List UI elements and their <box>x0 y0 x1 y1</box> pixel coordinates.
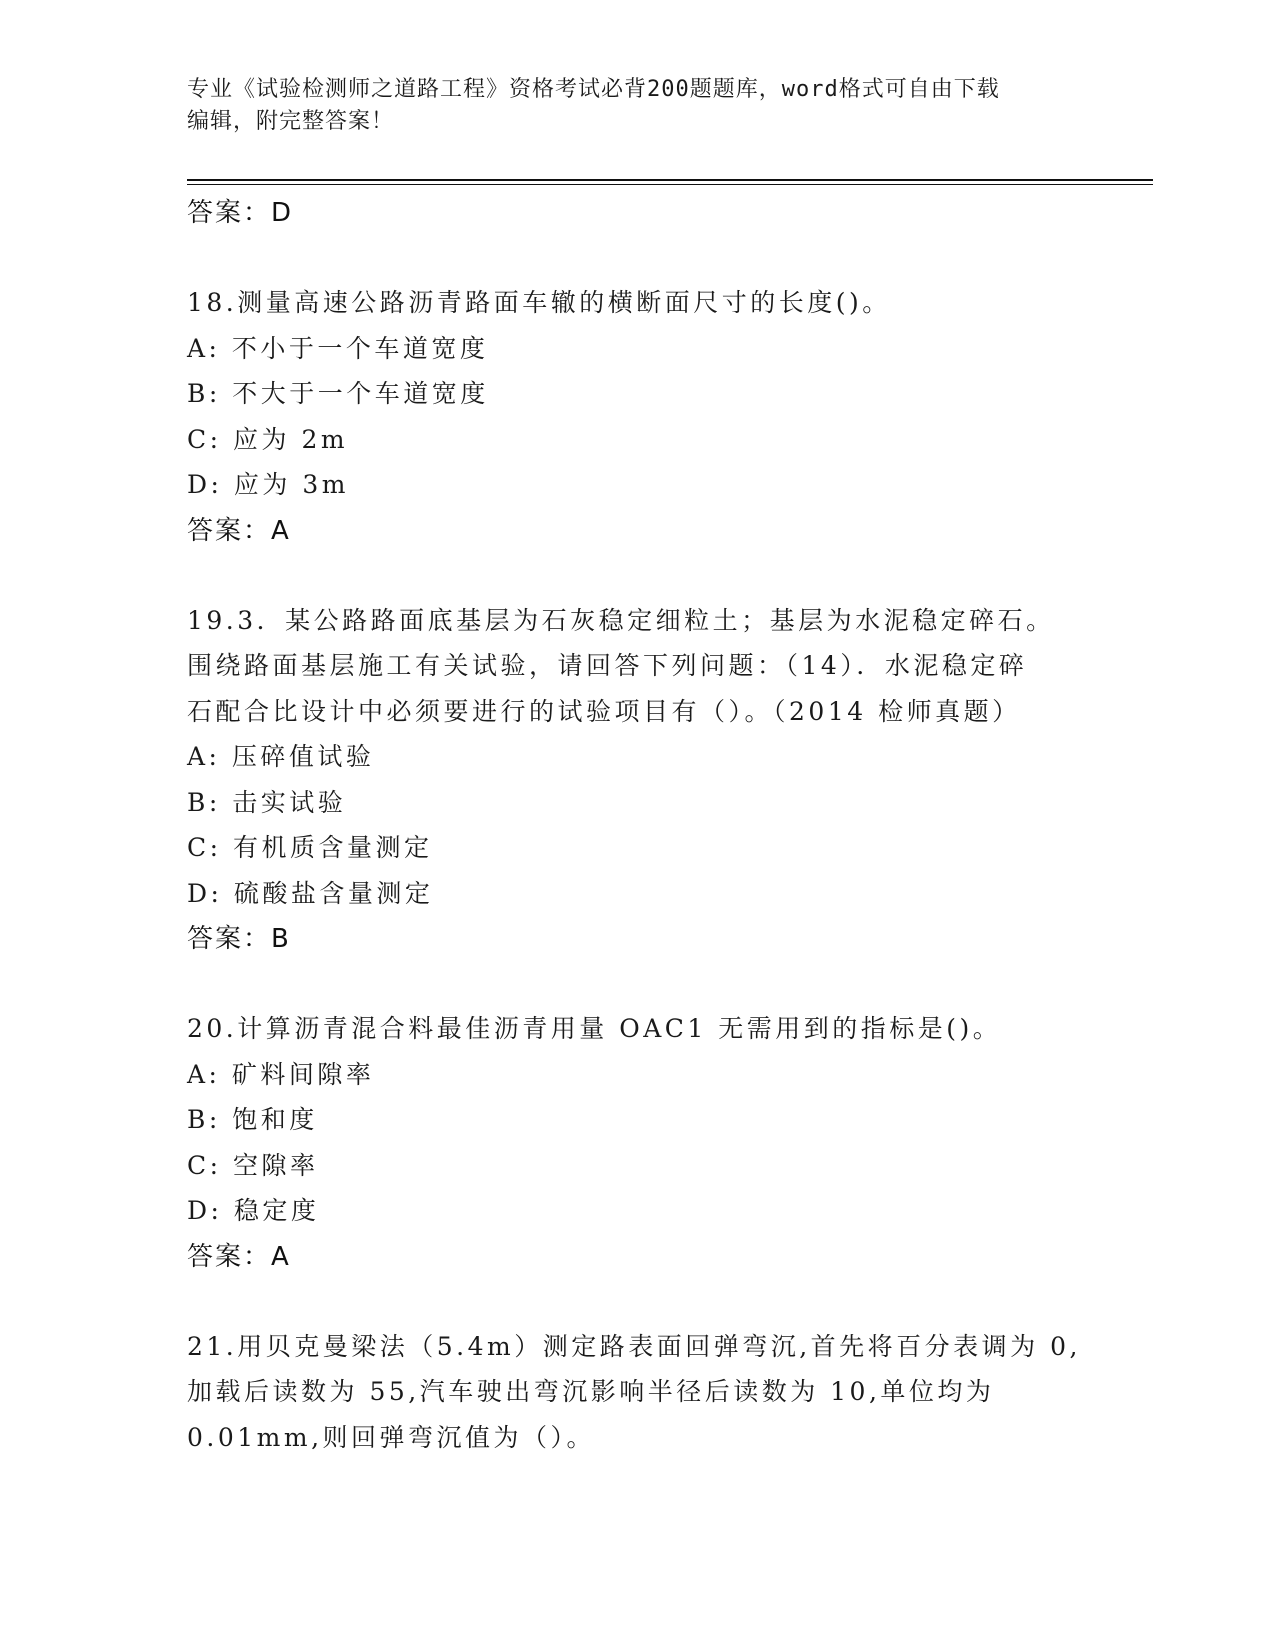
question-18-text: 18.测量高速公路沥青路面车辙的横断面尺寸的长度()。 <box>187 288 891 317</box>
page-header <box>187 74 1087 138</box>
question-19-option-d: D: 硫酸盐含量测定 <box>187 878 434 908</box>
question-19-line-1: 19.3．某公路路面底基层为石灰稳定细粒土；基层为水泥稳定碎石。 <box>187 605 1055 635</box>
question-21-line-1: 21.用贝克曼梁法（5.4m）测定路表面回弹弯沉,首先将百分表调为 0, <box>187 1331 1081 1361</box>
question-18-option-c: C: 应为 2m <box>187 424 349 454</box>
question-20-option-c: C: 空隙率 <box>187 1150 319 1180</box>
question-19-line-2: 围绕路面基层施工有关试验，请回答下列问题：（14）．水泥稳定碎 <box>187 651 1028 680</box>
header-rule-thick <box>187 179 1153 181</box>
question-20-text: 20.计算沥青混合料最佳沥青用量 OAC1 无需用到的指标是()。 <box>187 1014 1002 1043</box>
question-18-option-d: D: 应为 3m <box>187 470 349 499</box>
question-19-line-3: 石配合比设计中必须要进行的试验项目有（）。（2014 检师真题） <box>187 696 1021 726</box>
question-list <box>187 190 1147 1460</box>
question-block-19 <box>187 598 1147 963</box>
question-block-18 <box>187 280 1147 554</box>
question-20-option-b: B: 饱和度 <box>187 1105 318 1134</box>
question-21-line-3: 0.01mm,则回弹弯沉值为（）。 <box>187 1422 596 1452</box>
question-20-option-a: A: 矿料间隙率 <box>187 1059 375 1089</box>
answer-18: 答案：A <box>187 515 291 546</box>
spacer <box>187 236 1147 280</box>
question-19-option-b: B: 击实试验 <box>187 787 347 817</box>
question-19-option-c: C: 有机质含量测定 <box>187 833 433 862</box>
question-18-option-b: B: 不大于一个车道宽度 <box>187 379 489 408</box>
spacer <box>187 1280 1147 1324</box>
question-block-20 <box>187 1006 1147 1280</box>
header-line-2: 编辑，附完整答案！ <box>187 109 395 134</box>
spacer <box>187 962 1147 1006</box>
question-19-option-a: A: 压碎值试验 <box>187 742 375 771</box>
header-line-1: 专业《试验检测师之道路工程》资格考试必背200题题库，word格式可自由下载 <box>187 77 1000 102</box>
header-rule-thin <box>187 184 1153 185</box>
question-block-21 <box>187 1324 1147 1461</box>
question-18-option-a: A: 不小于一个车道宽度 <box>187 333 489 363</box>
question-20-option-d: D: 稳定度 <box>187 1196 320 1225</box>
answer-17: 答案：D <box>187 198 294 228</box>
spacer <box>187 554 1147 598</box>
question-21-line-2: 加载后读数为 55,汽车驶出弯沉影响半径后读数为 10,单位均为 <box>187 1377 995 1406</box>
answer-19: 答案：B <box>187 924 291 954</box>
answer-20: 答案：A <box>187 1241 291 1272</box>
